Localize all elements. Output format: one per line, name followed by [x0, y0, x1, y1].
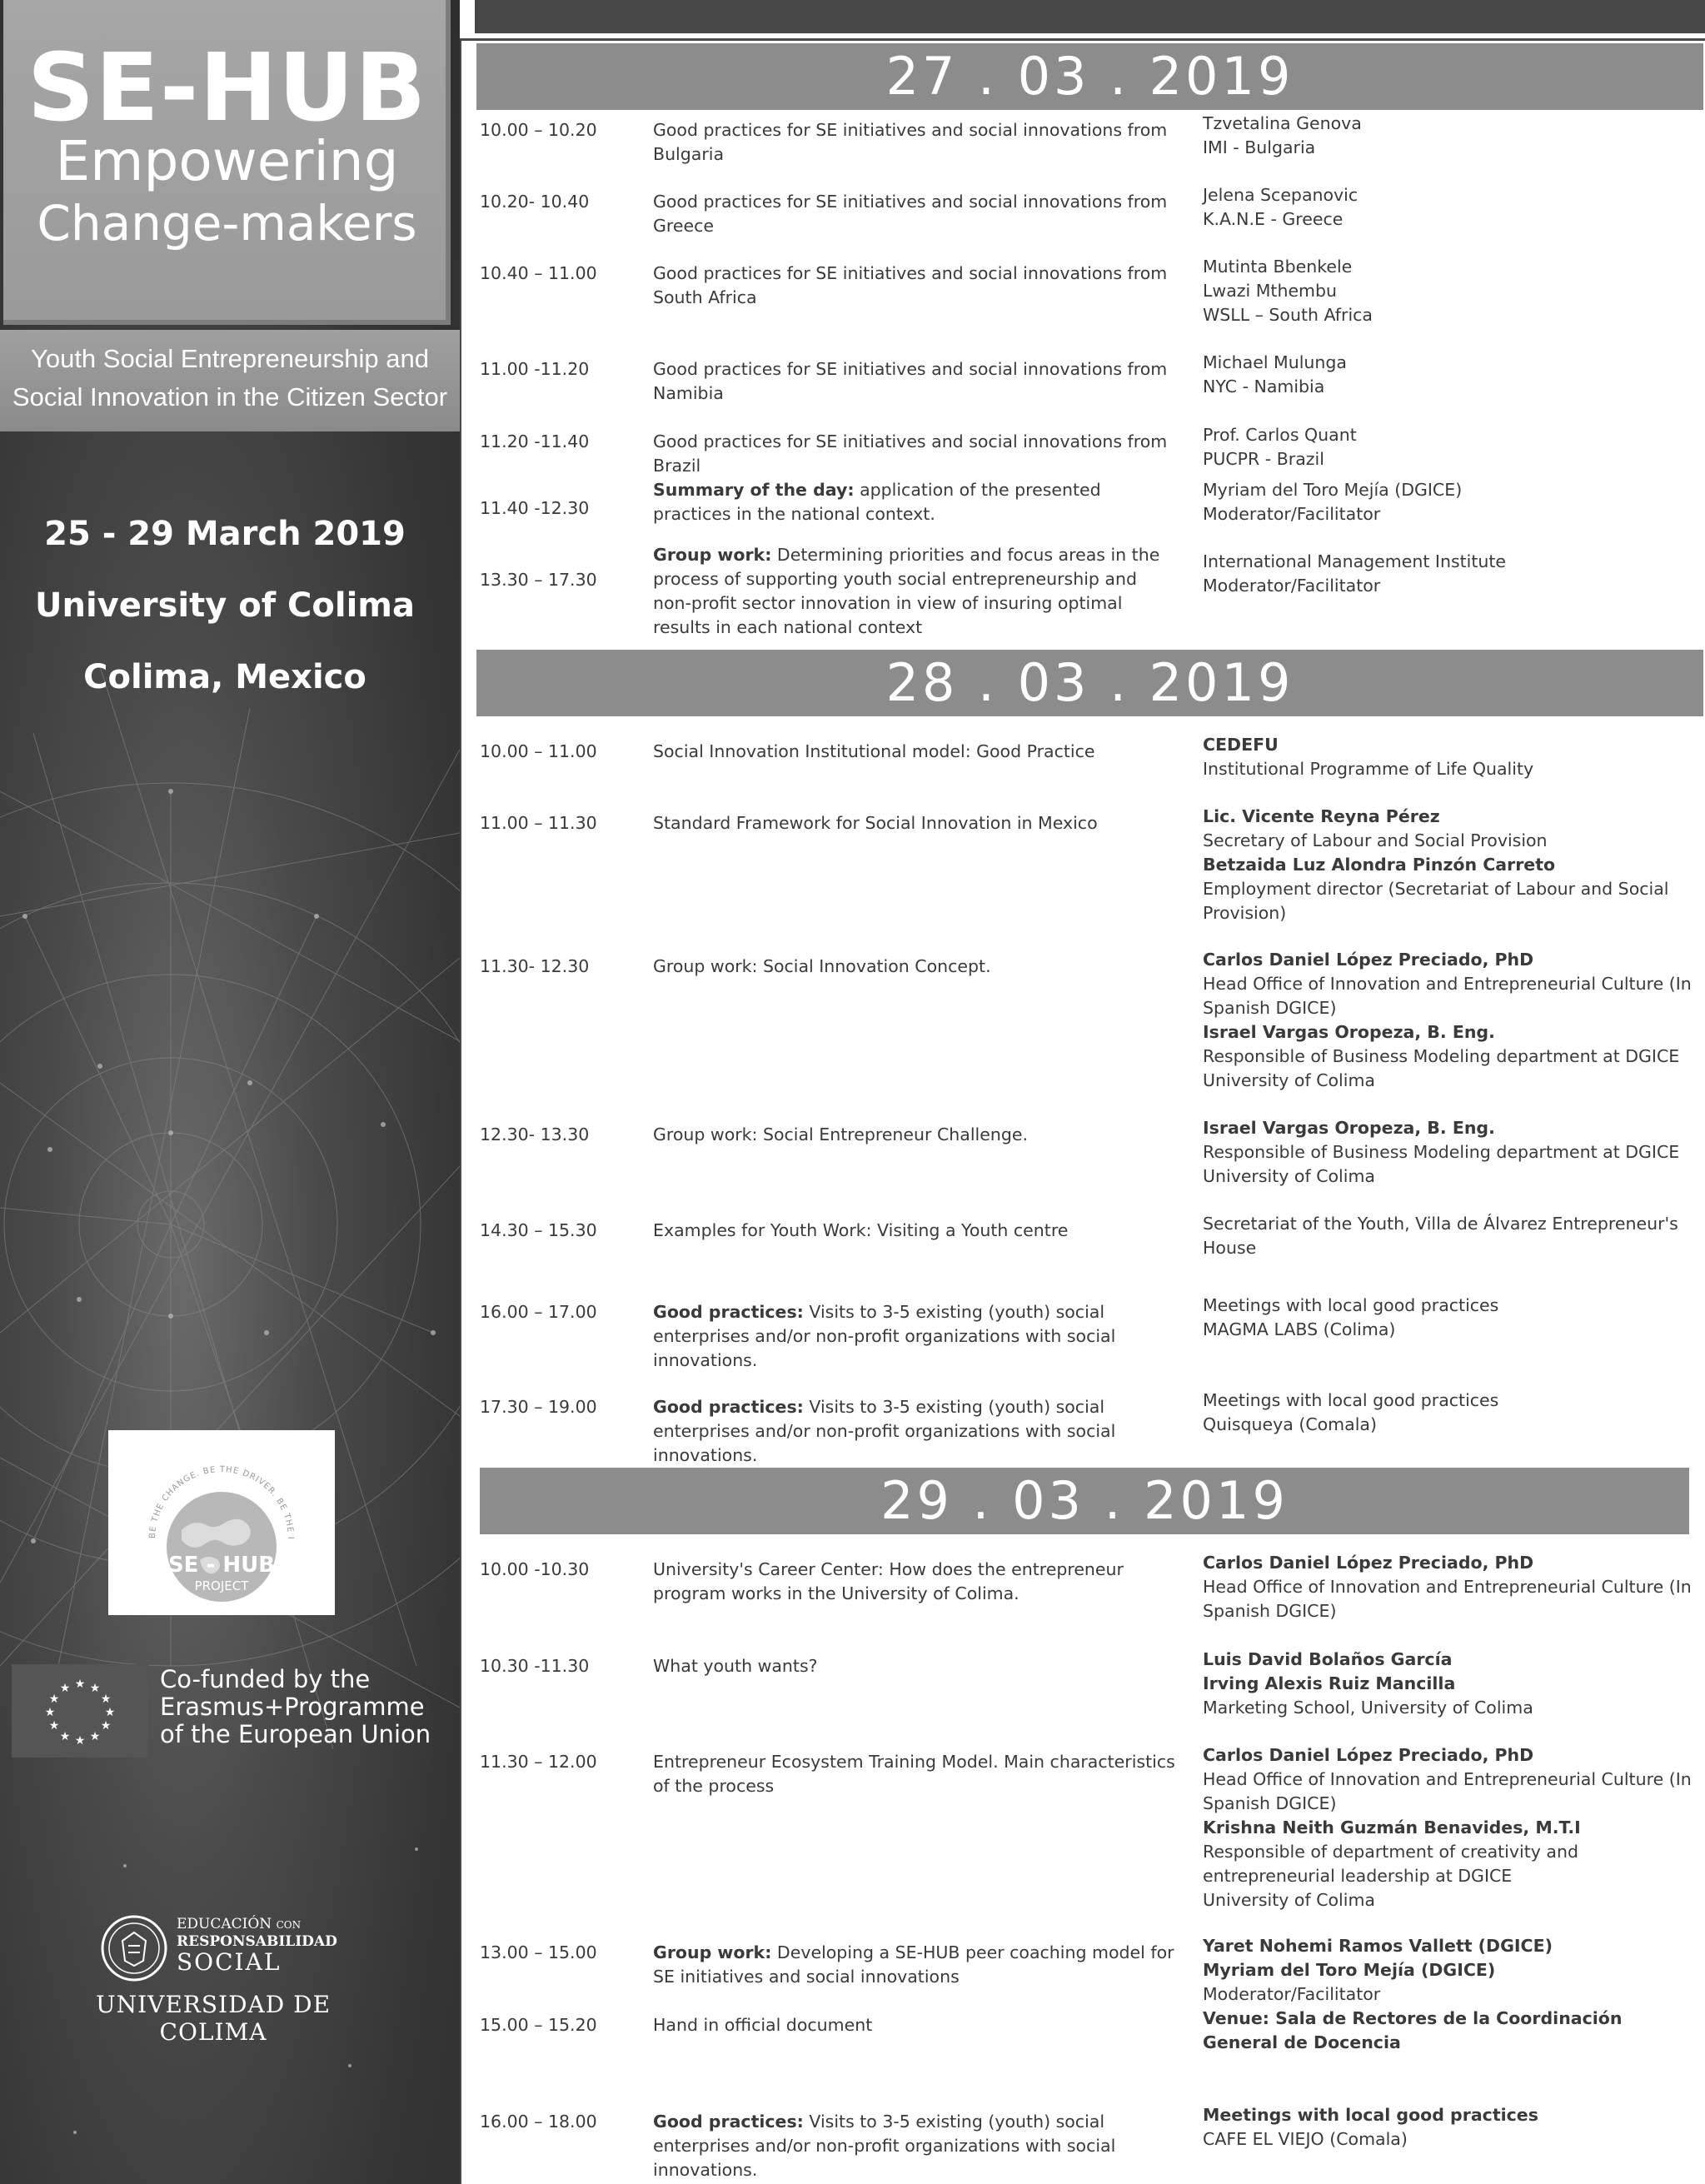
speaker-line: Head Office of Innovation and Entrepreneurial Culture (In Spanish DGICE): [1203, 1769, 1692, 1813]
svg-text:★: ★: [100, 1719, 112, 1733]
session-time: 10.30 -11.30: [480, 1656, 590, 1676]
eu-line1: Co-funded by the: [160, 1665, 371, 1693]
session-speakers: [1203, 423, 1703, 471]
session-topic-text: Good practices for SE initiatives and social innovations from Namibia: [653, 359, 1168, 403]
session-topic: [653, 430, 1178, 478]
logo-name: SE - HUB: [167, 1553, 276, 1578]
session-speakers: [1203, 1743, 1703, 1912]
session-topic-label: Summary of the day:: [653, 480, 855, 500]
speaker-line: Marketing School, University of Colima: [1203, 1698, 1533, 1718]
speaker-line: Employment director (Secretariat of Labour and Social Provision): [1203, 879, 1669, 923]
session-topic-text: Visits to 3-5 existing (youth) social enterprises and/or non-profit organizations with social innovations.: [653, 1397, 1116, 1465]
logo-sub: PROJECT: [194, 1578, 249, 1593]
logo-arc-text: BE THE CHANGE. BE THE DRIVER. BE THE I: [147, 1464, 296, 1540]
day-header-2: 28 . 03 . 2019: [476, 650, 1703, 716]
speaker-line: Responsible of department of creativity and entrepreneurial leadership at DGICE: [1203, 1842, 1578, 1886]
session-topic: [653, 1395, 1178, 1468]
session-topic: [653, 2013, 1178, 2037]
sidebar: [0, 0, 460, 2184]
session-speakers: [1203, 948, 1703, 1093]
speaker-line: Head Office of Innovation and Entrepreneurial Culture (In Spanish DGICE): [1203, 974, 1692, 1018]
speaker-line: Secretariat of the Youth, Villa de Álvarez Entrepreneur's House: [1203, 1214, 1678, 1258]
speaker-line: Moderator/Facilitator: [1203, 504, 1381, 524]
session-topic-text: Examples for Youth Work: Visiting a Youth centre: [653, 1220, 1069, 1240]
session-speakers: [1203, 112, 1703, 160]
sehub-project-logo: [108, 1430, 335, 1615]
session-topic: [653, 1654, 1178, 1678]
session-topic: [653, 357, 1178, 406]
speaker-line: University of Colima: [1203, 1890, 1375, 1910]
speaker-line: Betzaida Luz Alondra Pinzón Carreto: [1203, 855, 1556, 875]
speaker-line: Yaret Nohemi Ramos Vallett (DGICE): [1203, 1936, 1553, 1956]
speaker-line: PUCPR - Brazil: [1203, 449, 1324, 469]
session-time: 12.30- 13.30: [480, 1124, 590, 1144]
session-speakers: [1203, 351, 1703, 399]
session-time: 11.30- 12.30: [480, 956, 590, 976]
session-topic-text: Standard Framework for Social Innovation in Mexico: [653, 813, 1098, 833]
session-speakers: [1203, 1212, 1703, 1260]
eu-line2: Erasmus+Programme: [160, 1693, 425, 1721]
speaker-line: Moderator/Facilitator: [1203, 576, 1381, 596]
speaker-line: MAGMA LABS (Colima): [1203, 1319, 1396, 1339]
speaker-line: WSLL – South Africa: [1203, 305, 1373, 325]
session-topic-label: Group work:: [653, 545, 772, 565]
session-speakers: [1203, 1294, 1703, 1342]
speaker-line: Myriam del Toro Mejía (DGICE): [1203, 1960, 1496, 1980]
session-speakers: [1203, 2103, 1703, 2152]
session-topic-label: Good practices:: [653, 2112, 804, 2132]
speaker-line: Quisqueya (Comala): [1203, 1414, 1377, 1434]
session-topic-text: What youth wants?: [653, 1656, 818, 1676]
tagline-line1: Youth Social Entrepreneurship and: [31, 344, 429, 373]
session-topic-text: Entrepreneur Ecosystem Training Model. Main characteristics of the process: [653, 1752, 1175, 1796]
session-speakers: [1203, 805, 1703, 925]
speaker-line: Responsible of Business Modeling department at DGICE: [1203, 1046, 1680, 1066]
speaker-line: Moderator/Facilitator: [1203, 1984, 1381, 2004]
session-time: 15.00 – 15.20: [480, 2015, 597, 2035]
session-topic: [653, 740, 1178, 764]
speaker-line: Krishna Neith Guzmán Benavides, M.T.I: [1203, 1818, 1581, 1837]
session-topic: [653, 190, 1178, 238]
svg-text:★: ★: [100, 1693, 112, 1706]
event-dates: 25 - 29 March 2019: [44, 515, 406, 553]
speaker-line: IMI - Bulgaria: [1203, 137, 1316, 157]
session-topic: [653, 955, 1178, 979]
svg-text:★: ★: [74, 1734, 86, 1748]
speaker-line: Lic. Vicente Reyna Pérez: [1203, 806, 1440, 826]
session-time: 16.00 – 18.00: [480, 2112, 597, 2132]
session-topic-text: Good practices for SE initiatives and social innovations from Bulgaria: [653, 120, 1168, 164]
network-background: [0, 0, 460, 2184]
session-topic-text: Visits to 3-5 existing (youth) social enterprises and/or non-profit organizations with social innovations.: [653, 1302, 1116, 1370]
speaker-line: Luis David Bolaños García: [1203, 1649, 1453, 1669]
event-title: SE-HUB: [27, 34, 427, 142]
eu-line3: of the European Union: [160, 1720, 431, 1748]
svg-text:★: ★: [89, 1730, 101, 1743]
session-topic: [653, 1941, 1178, 1989]
svg-text:★: ★: [59, 1682, 71, 1695]
session-speakers: [1203, 183, 1703, 232]
session-time: 13.00 – 15.00: [480, 1942, 597, 1962]
session-time: 10.00 -10.30: [480, 1559, 590, 1579]
session-time: 13.30 – 17.30: [480, 570, 597, 590]
svg-text:★: ★: [48, 1693, 60, 1706]
university-seal-icon: [100, 1914, 168, 1982]
title-box: [3, 0, 451, 325]
session-topic: [653, 2110, 1178, 2182]
session-topic: [653, 118, 1178, 167]
event-venue: University of Colima: [35, 586, 415, 625]
session-speakers: [1203, 1116, 1703, 1189]
session-time: 14.30 – 15.30: [480, 1220, 597, 1240]
speaker-line: Jelena Scepanovic: [1203, 185, 1359, 205]
session-time: 11.30 – 12.00: [480, 1752, 597, 1772]
session-time: 10.40 – 11.00: [480, 263, 597, 283]
session-topic-label: Good practices:: [653, 1397, 804, 1417]
speaker-line: Myriam del Toro Mejía (DGICE): [1203, 480, 1463, 500]
svg-text:★: ★: [59, 1730, 71, 1743]
session-topic: [653, 543, 1178, 640]
session-speakers: [1203, 1389, 1703, 1437]
session-time: 11.20 -11.40: [480, 431, 590, 451]
session-topic: [653, 262, 1178, 310]
session-time: 10.20- 10.40: [480, 192, 590, 212]
speaker-line: CAFE EL VIEJO (Comala): [1203, 2129, 1408, 2149]
session-speakers: [1203, 550, 1703, 598]
speaker-line: CEDEFU: [1203, 735, 1279, 755]
speaker-line: Institutional Programme of Life Quality: [1203, 759, 1534, 779]
speaker-line: Mutinta Bbenkele: [1203, 257, 1353, 277]
day-header-1: 27 . 03 . 2019: [476, 43, 1703, 110]
session-topic-text: Good practices for SE initiatives and social innovations from Greece: [653, 192, 1168, 236]
session-time: 10.00 – 11.00: [480, 741, 597, 761]
eu-funding-block: [12, 1664, 445, 1758]
top-bar: [475, 0, 1705, 33]
eu-flag-icon: [12, 1664, 148, 1758]
session-topic-text: Group work: Social Entrepreneur Challenge.: [653, 1124, 1028, 1144]
session-speakers: [1203, 733, 1703, 781]
speaker-line: Lwazi Mthembu: [1203, 281, 1338, 301]
session-speakers: [1203, 255, 1703, 327]
session-topic-text: Good practices for SE initiatives and social innovations from Brazil: [653, 431, 1168, 476]
speaker-line: Meetings with local good practices: [1203, 2105, 1538, 2125]
speaker-line: Carlos Daniel López Preciado, PhD: [1203, 1745, 1534, 1765]
session-topic: [653, 478, 1178, 526]
session-topic: [653, 1750, 1178, 1798]
session-speakers: [1203, 1551, 1703, 1623]
session-topic-text: Visits to 3-5 existing (youth) social enterprises and/or non-profit organizations with social innovations.: [653, 2112, 1116, 2180]
event-subtitle-line1: Empowering: [55, 129, 399, 193]
university-name: UNIVERSIDAD DE COLIMA: [95, 1991, 332, 2046]
event-city: Colima, Mexico: [83, 658, 366, 696]
svg-text:★: ★: [104, 1706, 116, 1719]
speaker-line: Prof. Carlos Quant: [1203, 425, 1357, 445]
session-topic-label: Good practices:: [653, 1302, 804, 1322]
event-subtitle-line2: Change-makers: [37, 195, 417, 252]
speaker-line: Carlos Daniel López Preciado, PhD: [1203, 950, 1534, 970]
session-topic-text: Good practices for SE initiatives and social innovations from South Africa: [653, 263, 1168, 307]
session-topic: [653, 811, 1178, 835]
session-topic: [653, 1558, 1178, 1606]
eu-funding-text: [160, 1666, 431, 1748]
speaker-line: Venue: Sala de Rectores de la Coordinación General de Docencia: [1203, 2008, 1623, 2052]
session-topic-text: application of the presented practices in the national context.: [653, 480, 1101, 524]
svg-text:★: ★: [44, 1706, 56, 1719]
speaker-line: Tzvetalina Genova: [1203, 113, 1362, 133]
session-topic: [653, 1123, 1178, 1147]
speaker-line: Israel Vargas Oropeza, B. Eng.: [1203, 1022, 1495, 1042]
session-time: 17.30 – 19.00: [480, 1397, 597, 1417]
speaker-line: K.A.N.E - Greece: [1203, 209, 1344, 229]
speaker-line: Meetings with local good practices: [1203, 1295, 1499, 1315]
speaker-line: University of Colima: [1203, 1166, 1375, 1186]
session-speakers: [1203, 2007, 1703, 2055]
speaker-line: Israel Vargas Oropeza, B. Eng.: [1203, 1118, 1495, 1138]
speaker-line: Michael Mulunga: [1203, 352, 1347, 372]
session-time: 10.00 – 10.20: [480, 120, 597, 140]
speaker-line: Irving Alexis Ruiz Mancilla: [1203, 1673, 1456, 1693]
speaker-line: NYC - Namibia: [1203, 376, 1325, 396]
speaker-line: Carlos Daniel López Preciado, PhD: [1203, 1553, 1534, 1573]
session-time: 16.00 – 17.00: [480, 1302, 597, 1322]
session-time: 11.40 -12.30: [480, 498, 590, 518]
speaker-line: International Management Institute: [1203, 551, 1507, 571]
speaker-line: Secretary of Labour and Social Provision: [1203, 830, 1548, 850]
session-time: 11.00 – 11.30: [480, 813, 597, 833]
speaker-line: University of Colima: [1203, 1070, 1375, 1090]
speaker-line: Responsible of Business Modeling department at DGICE: [1203, 1142, 1680, 1162]
university-logo: [80, 1907, 363, 2046]
tagline-line2: Social Innovation in the Citizen Sector: [12, 382, 448, 411]
speaker-line: Meetings with local good practices: [1203, 1390, 1499, 1410]
svg-text:★: ★: [48, 1719, 60, 1733]
university-education-text: EDUCACIÓN CON RESPONSABILIDAD SOCIAL: [177, 1916, 337, 1976]
session-speakers: [1203, 1934, 1703, 2007]
session-topic-text: Social Innovation Institutional model: Good Practice: [653, 741, 1095, 761]
session-topic-text: Developing a SE-HUB peer coaching model for SE initiatives and social innovations: [653, 1942, 1174, 1987]
speaker-line: Head Office of Innovation and Entrepreneurial Culture (In Spanish DGICE): [1203, 1577, 1692, 1621]
session-topic-text: Group work: Social Innovation Concept.: [653, 956, 991, 976]
day-header-3: 29 . 03 . 2019: [480, 1468, 1689, 1534]
svg-text:★: ★: [89, 1682, 101, 1695]
tagline: [0, 330, 460, 431]
session-time: 11.00 -11.20: [480, 359, 590, 379]
session-speakers: [1203, 1648, 1703, 1720]
session-topic-text: Hand in official document: [653, 2015, 873, 2035]
session-topic: [653, 1300, 1178, 1373]
session-topic-label: Group work:: [653, 1942, 772, 1962]
session-speakers: [1203, 478, 1703, 526]
session-topic-text: University's Career Center: How does the entrepreneur program works in the University of Colima.: [653, 1559, 1124, 1603]
session-topic: [653, 1219, 1178, 1243]
session-topic-text: Determining priorities and focus areas in the process of supporting youth social entrepreneurship and non-profit sector innovation in view of insuring optimal results in each national context: [653, 545, 1160, 637]
svg-text:★: ★: [74, 1678, 86, 1691]
